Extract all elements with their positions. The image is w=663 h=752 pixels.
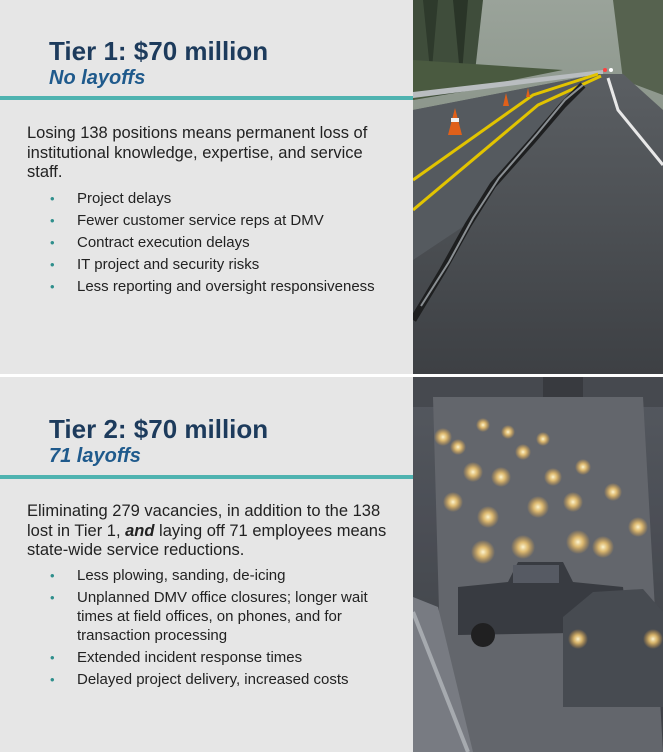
tier2-divider bbox=[0, 475, 413, 479]
cracked-road-image bbox=[413, 0, 663, 374]
tier1-divider bbox=[0, 96, 413, 100]
tier2-panel bbox=[0, 377, 663, 752]
tier1-title: Tier 1: $70 million bbox=[49, 36, 269, 66]
tier1-subtitle: No layoffs bbox=[49, 67, 146, 89]
tier2-subtitle: 71 layoffs bbox=[49, 445, 141, 467]
traffic-jam-photo bbox=[413, 377, 663, 752]
list-item: • Less reporting and oversight responsiveness bbox=[50, 278, 375, 295]
bullet-icon: • bbox=[50, 279, 55, 294]
list-item: • Project delays bbox=[50, 190, 172, 207]
tier2-bullet-list bbox=[50, 566, 400, 692]
tier2-title: Tier 2: $70 million bbox=[49, 414, 269, 444]
bullet-icon: • bbox=[50, 213, 55, 228]
list-item: • Extended incident response times bbox=[50, 649, 303, 666]
tier2-lead-text: Eliminating 279 vacancies, in addition to the 138 lost in Tier 1, and laying off 71 employees means state-wide service reductions. bbox=[27, 502, 387, 559]
list-item: • Contract execution delays bbox=[50, 234, 250, 251]
list-item: • IT project and security risks bbox=[50, 256, 260, 273]
bullet-icon: • bbox=[50, 590, 55, 605]
tier2-text-column bbox=[0, 377, 413, 752]
bullet-icon: • bbox=[50, 672, 55, 687]
snowy-traffic-image bbox=[413, 377, 663, 752]
bullet-icon: • bbox=[50, 568, 55, 583]
bullet-icon: • bbox=[50, 235, 55, 250]
tier1-lead-text: Losing 138 positions means permanent loss of institutional knowledge, expertise, and service staff. bbox=[27, 124, 368, 181]
bullet-icon: • bbox=[50, 257, 55, 272]
list-item: • Less plowing, sanding, de-icing bbox=[50, 567, 286, 584]
bullet-icon: • bbox=[50, 650, 55, 665]
tier1-bullet-list bbox=[50, 189, 400, 299]
list-item: • Fewer customer service reps at DMV bbox=[50, 212, 324, 229]
list-item: • Delayed project delivery, increased costs bbox=[50, 671, 349, 688]
tier1-panel bbox=[0, 0, 663, 374]
cracked-road-photo bbox=[413, 0, 663, 374]
list-item: • Unplanned DMV office closures; longer wait times at field offices, on phones, and for transaction processing bbox=[50, 589, 368, 644]
emphasis-and: and bbox=[125, 521, 155, 540]
bullet-icon: • bbox=[50, 191, 55, 206]
tier1-text-column bbox=[0, 0, 413, 374]
